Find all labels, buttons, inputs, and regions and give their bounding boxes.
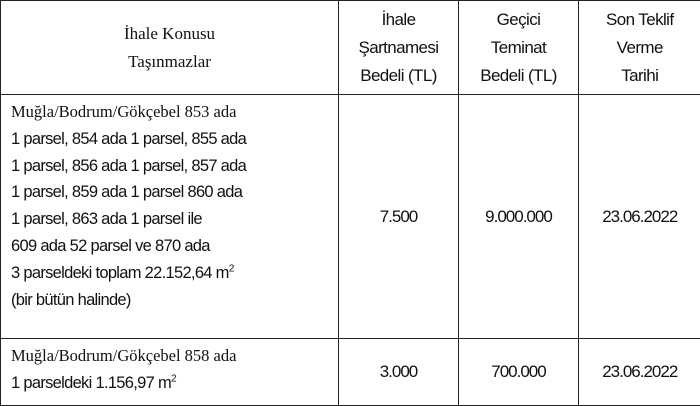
area-unit-exponent: 2 [229,263,234,274]
subject-line: 609 ada 52 parsel ve 870 ada [11,233,338,260]
area-text: 3 parseldeki toplam 22.152,64 m [11,264,229,282]
subject-line: Muğla/Bodrum/Gökçebel 858 ada [11,343,338,370]
subject-line: 1 parsel, 856 ada 1 parsel, 857 ada [11,153,338,180]
header-subject-line: Taşınmazlar [1,48,338,76]
header-deadline-line: Tarihi [579,62,700,90]
row-subject [1,95,339,339]
header-subject-line: İhale Konusu [1,20,338,48]
header-spec-fee-line: Şartnamesi [339,34,458,62]
row-subject [1,339,339,406]
header-subject [1,1,339,95]
header-deadline-line: Verme [579,34,700,62]
header-spec-fee [339,1,459,95]
header-deadline [579,1,700,95]
area-line [11,370,338,397]
header-deadline-line: Son Teklif [579,6,700,34]
spec-fee-value: 3.000 [339,339,459,406]
table-row [1,339,700,406]
table-row [1,95,700,339]
area-text: 1 parseldeki 1.156,97 m [11,374,171,392]
header-guarantee-line: Teminat [459,34,578,62]
subject-line: (bir bütün halinde) [11,287,338,314]
subject-line: Muğla/Bodrum/Gökçebel 853 ada [11,99,338,126]
subject-line: 1 parsel, 863 ada 1 parsel ile [11,206,338,233]
subject-line: 1 parsel, 854 ada 1 parsel, 855 ada [11,126,338,153]
header-spec-fee-line: İhale [339,6,458,34]
area-line [11,260,338,287]
guarantee-value: 9.000.000 [459,95,579,339]
header-row [1,1,700,95]
header-guarantee-line: Bedeli (TL) [459,62,578,90]
deadline-value: 23.06.2022 [579,339,700,406]
header-guarantee-line: Geçici [459,6,578,34]
subject-line: 1 parsel, 859 ada 1 parsel 860 ada [11,179,338,206]
guarantee-value: 700.000 [459,339,579,406]
area-unit-exponent: 2 [171,373,176,384]
spec-fee-value: 7.500 [339,95,459,339]
header-spec-fee-line: Bedeli (TL) [339,62,458,90]
header-guarantee [459,1,579,95]
deadline-value: 23.06.2022 [579,95,700,339]
